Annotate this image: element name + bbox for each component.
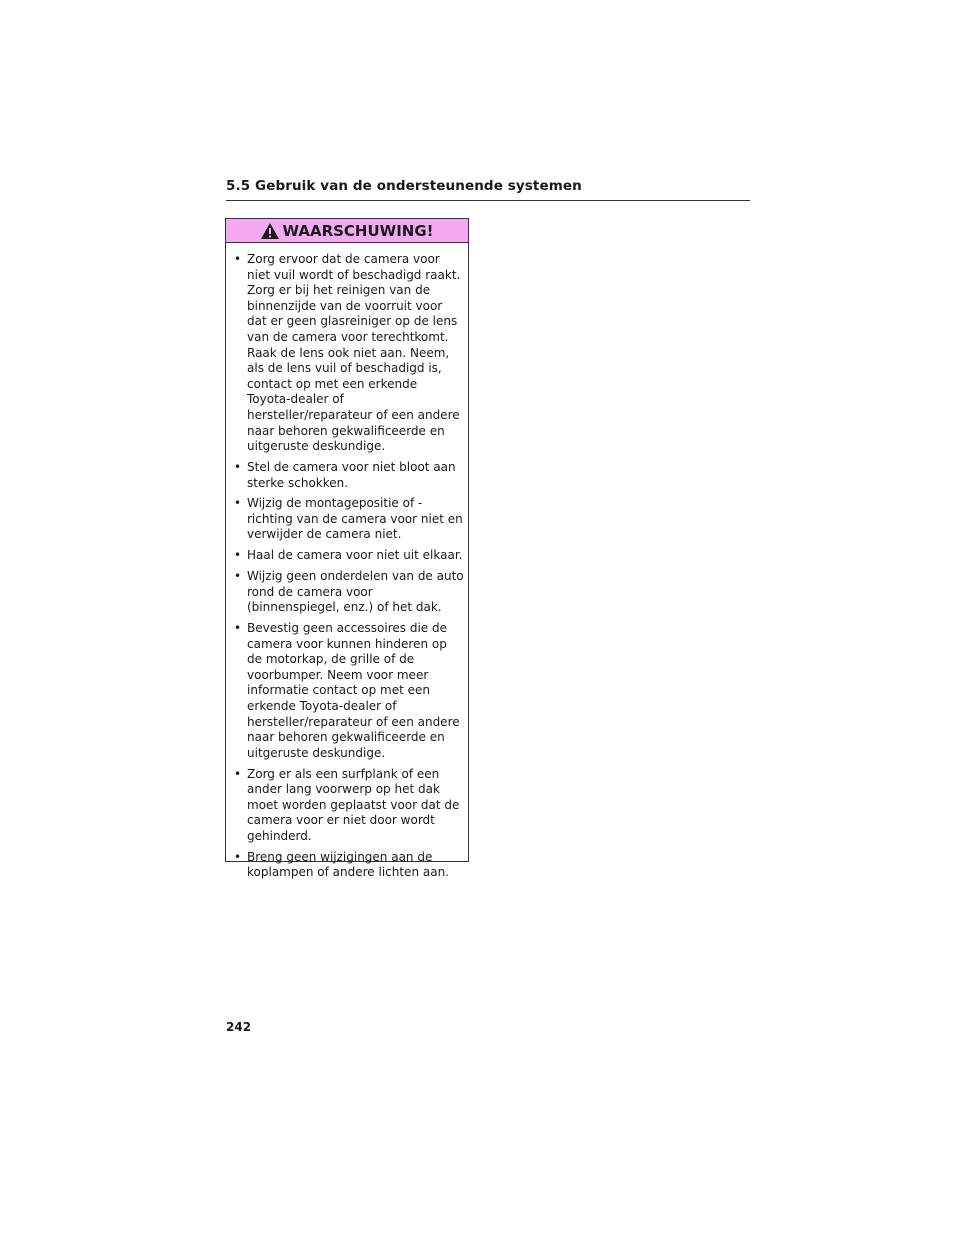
bullet: • — [234, 849, 242, 864]
section-header — [226, 176, 750, 201]
list-item-text: Wijzig geen onderdelen van de auto rond de camera voor (binnenspiegel, enz.) of het dak. — [247, 569, 464, 615]
list-item-text: Zorg ervoor dat de camera voor niet vuil wordt of beschadigd raakt. Zorg er bij het reinigen van de binnenzijde van de voorruit voor dat er geen glasreiniger op de lens van de camera voor terechtkomt. Raak de lens ook niet aan. Neem, als de lens vuil of beschadigd is, contact op met een erkende Toyota-dealer of hersteller/reparateur of een andere naar behoren gekwalificeerde en uitgeruste deskundige. — [247, 252, 461, 454]
bullet: • — [234, 621, 242, 635]
warning-title: WAARSCHUWING! — [282, 221, 434, 240]
section-title: 5.5 Gebruik van de ondersteunende systemen — [226, 178, 582, 194]
list-item — [230, 460, 464, 491]
list-item-text: Bevestig geen accessoires die de camera voor kunnen hinderen op de motorkap, de grille of de voorbumper. Neem voor meer informatie contact op met een erkende Toyota-dealer of hersteller/reparateur of een andere naar behoren gekwalificeerde en uitgeruste deskundige. — [247, 621, 460, 760]
bullet: • — [234, 766, 242, 781]
list-item — [230, 767, 464, 845]
bullet: • — [234, 496, 242, 511]
warning-triangle-icon — [260, 222, 280, 240]
list-item-text: Haal de camera voor niet uit elkaar. — [247, 548, 463, 563]
list-item — [230, 548, 464, 564]
warning-box — [225, 218, 469, 880]
list-item-text: Zorg er als een surfplank of een ander lang voorwerp op het dak moet worden geplaatst voor dat de camera voor er niet door wordt gehinderd. — [247, 766, 460, 843]
list-item — [230, 621, 464, 761]
list-item — [230, 569, 464, 616]
list-item — [230, 850, 464, 881]
bullet: • — [234, 459, 242, 474]
warning-list — [226, 243, 468, 881]
bullet: • — [234, 548, 242, 563]
bullet: • — [234, 252, 242, 266]
warning-header — [226, 219, 468, 243]
list-item — [230, 496, 464, 543]
list-item-text: Stel de camera voor niet bloot aan sterke schokken. — [247, 459, 456, 490]
list-item — [230, 252, 464, 455]
bullet: • — [234, 569, 242, 584]
page-number: 242 — [226, 1020, 252, 1034]
list-item-text: Breng geen wijzigingen aan de koplampen of andere lichten aan. — [247, 849, 449, 880]
list-item-text: Wijzig de montagepositie of -richting van de camera voor niet en verwijder de camera niet. — [247, 496, 463, 542]
